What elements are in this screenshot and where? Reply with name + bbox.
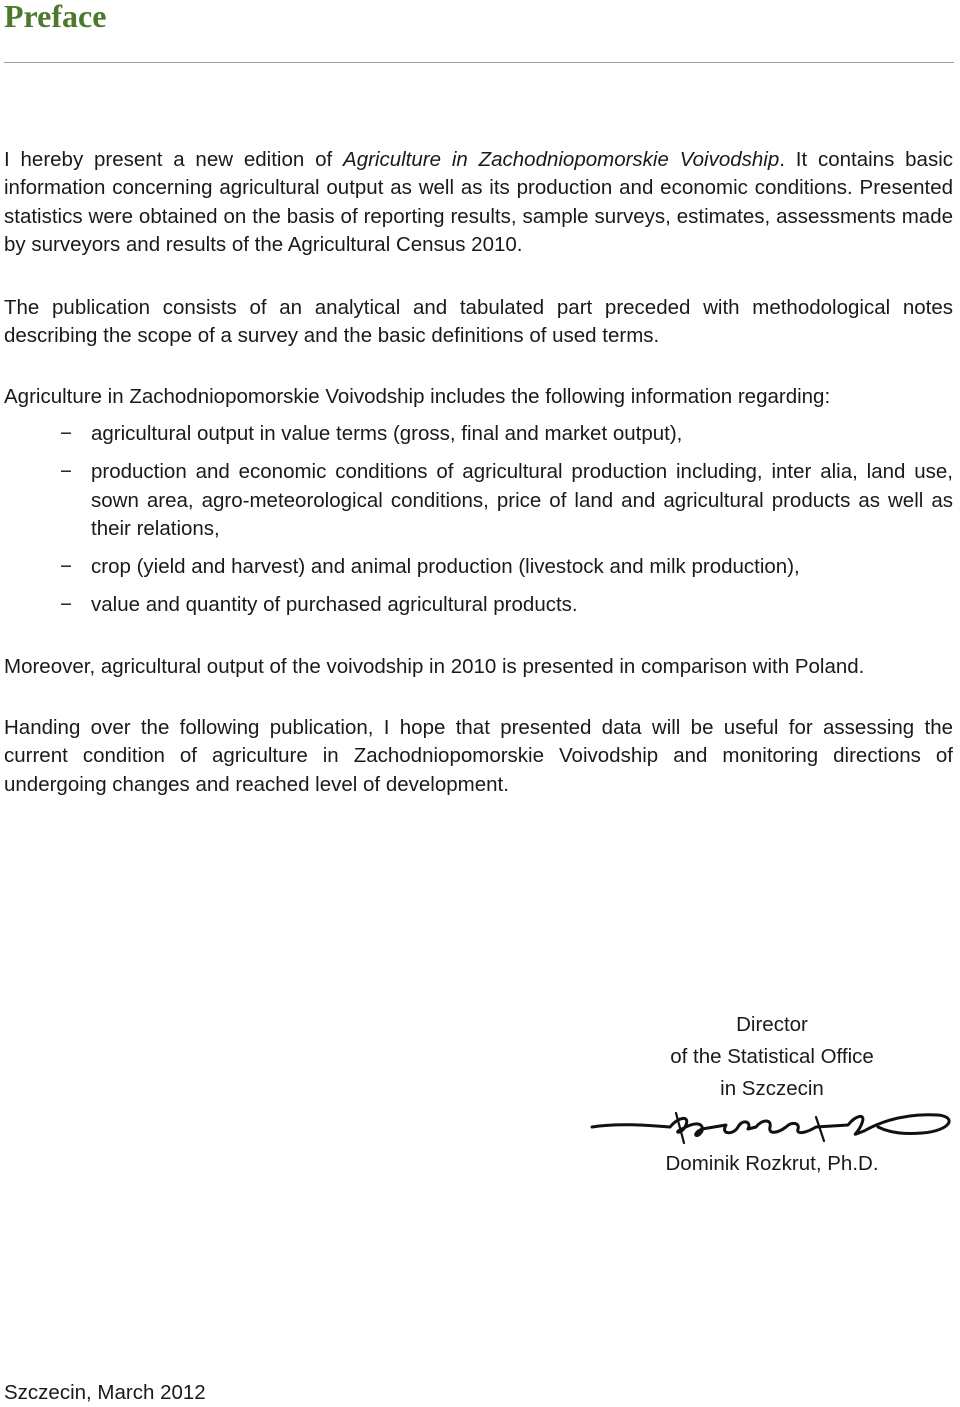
intro-text-start: I hereby present a new edition of	[4, 148, 344, 171]
list-item	[4, 458, 953, 543]
comparison-text: Moreover, agricultural output of the voivodship in 2010 is presented in comparison with Poland.	[4, 655, 865, 678]
signature-title: Director	[736, 1013, 808, 1036]
intro-paragraph	[4, 146, 953, 259]
closing-paragraph	[4, 714, 953, 799]
signature-city: in Szczecin	[720, 1077, 824, 1100]
list-item-text: value and quantity of purchased agricultural products.	[91, 593, 578, 617]
intro-text-end: . It contains basic information concerning agricultural output as well as its production and economic conditions. Presented statistics were obtained on the basis of reporting results, sample surveys, estimates, assessments made by surveyors and results of the Agricultural Census 2010.	[4, 148, 954, 256]
handwritten-signature	[586, 1105, 958, 1151]
page-title: Preface	[4, 0, 107, 34]
place-and-date: Szczecin, March 2012	[4, 1381, 206, 1404]
dash-bullet: −	[60, 555, 72, 579]
list-item-text: agricultural output in value terms (gross, final and market output),	[91, 422, 683, 446]
contents-lead-text: Agriculture in Zachodniopomorskie Voivodship includes the following information regarding:	[4, 385, 831, 408]
publication-structure-text: The publication consists of an analytical and tabulated part preceded with methodological notes describing the scope of a survey and the basic definitions of used terms.	[4, 296, 953, 348]
list-item	[4, 553, 953, 581]
signature-office: of the Statistical Office	[670, 1045, 874, 1068]
list-item	[4, 420, 953, 448]
list-item	[4, 591, 953, 619]
comparison-paragraph	[4, 653, 953, 681]
dash-bullet: −	[60, 460, 72, 484]
publication-title: Agriculture in Zachodniopomorskie Voivodship	[343, 148, 780, 171]
title-divider	[4, 62, 954, 63]
list-item-text: crop (yield and harvest) and animal production (livestock and milk production),	[91, 555, 800, 579]
closing-text: Handing over the following publication, I hope that presented data will be useful for assessing the current condition of agriculture in Zachodniopomorskie Voivodship and monitoring directions of undergoing changes and reached level of development.	[4, 716, 953, 796]
publication-structure-paragraph	[4, 294, 953, 351]
list-item-text: production and economic conditions of agricultural production including, inter alia, land use, sown area, agro-meteorological conditions, price of land and agricultural products as well as their relations,	[91, 460, 953, 540]
contents-paragraph	[4, 383, 953, 629]
contents-list	[4, 420, 953, 619]
dash-bullet: −	[60, 593, 72, 617]
dash-bullet: −	[60, 422, 72, 446]
signer-name: Dominik Rozkrut, Ph.D.	[665, 1152, 879, 1175]
signature-block	[642, 1009, 902, 1105]
